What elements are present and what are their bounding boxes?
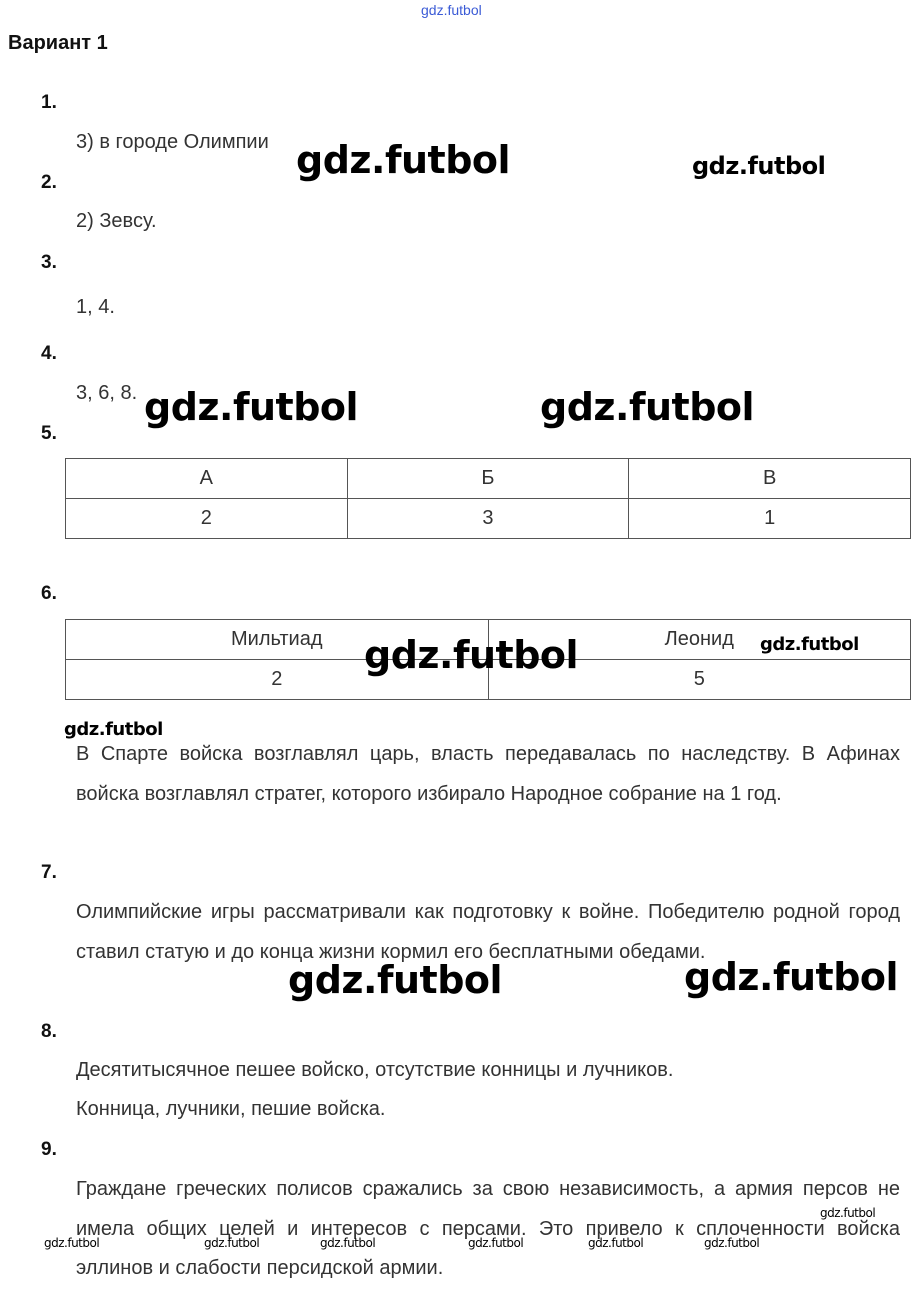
answer-1: 3) в городе Олимпии — [76, 131, 269, 153]
question-number-2: 2. — [41, 172, 57, 193]
watermark: gdz.futbol — [144, 385, 359, 429]
answer-8-line-1: Десятитысячное пешее войско, отсутствие конницы и лучников. — [76, 1059, 674, 1081]
question-number-6: 6. — [41, 583, 57, 604]
watermark: gdz.futbol — [296, 138, 511, 182]
answer-6-text: В Спарте войска возглавлял царь, власть передавалась по наследству. В Афинах войска возглавлял стратег, которого избирало Народное собрание на 1 год. — [76, 743, 900, 805]
table-cell: 5 — [488, 660, 911, 700]
answer-8-line-2: Конница, лучники, пешие войска. — [76, 1098, 386, 1120]
table-cell: 1 — [629, 499, 911, 539]
watermark: gdz.futbol — [588, 1236, 644, 1250]
question-number-1: 1. — [41, 92, 57, 113]
answer-2: 2) Зевсу. — [76, 210, 157, 232]
question-number-4: 4. — [41, 343, 57, 364]
table-row — [66, 499, 911, 539]
question-number-5: 5. — [41, 423, 57, 444]
watermark: gdz.futbol — [64, 719, 163, 740]
answer-9-text: Граждане греческих полисов сражались за свою независимость, а армия персов не имела общих целей и интересов с персами. Это привело к сплоченности войска эллинов и слабости персидской армии. — [76, 1178, 900, 1279]
watermark: gdz.futbol — [204, 1236, 260, 1250]
watermark: gdz.futbol — [684, 955, 899, 999]
watermark: gdz.futbol — [540, 385, 755, 429]
table-header-cell: А — [66, 459, 348, 499]
table-header-cell: Леонид — [488, 620, 911, 660]
answer-7-text: Олимпийские игры рассматривали как подготовку к войне. Победителю родной город ставил статую и до конца жизни кормил его бесплатными обедами. — [76, 901, 900, 963]
table-cell: 2 — [66, 499, 348, 539]
question-number-3: 3. — [41, 252, 57, 273]
top-watermark: gdz.futbol — [421, 2, 482, 18]
table-header-cell: Мильтиад — [66, 620, 489, 660]
watermark: gdz.futbol — [44, 1236, 100, 1250]
watermark: gdz.futbol — [704, 1236, 760, 1250]
table-row — [66, 459, 911, 499]
question-number-9: 9. — [41, 1139, 57, 1160]
table-header-cell: Б — [347, 459, 629, 499]
question-number-7: 7. — [41, 862, 57, 883]
answer-4: 3, 6, 8. — [76, 382, 138, 404]
page-title: Вариант 1 — [8, 32, 108, 54]
watermark: gdz.futbol — [320, 1236, 376, 1250]
watermark: gdz.futbol — [468, 1236, 524, 1250]
answer-3: 1, 4. — [76, 296, 115, 318]
table-cell: 3 — [347, 499, 629, 539]
table-cell: 2 — [66, 660, 489, 700]
watermark: gdz.futbol — [760, 634, 859, 655]
table-header-cell: В — [629, 459, 911, 499]
watermark: gdz.futbol — [364, 633, 579, 677]
question-number-8: 8. — [41, 1021, 57, 1042]
watermark: gdz.futbol — [692, 152, 826, 180]
watermark: gdz.futbol — [288, 958, 503, 1002]
watermark: gdz.futbol — [820, 1206, 876, 1220]
answer-table-5 — [65, 458, 911, 539]
